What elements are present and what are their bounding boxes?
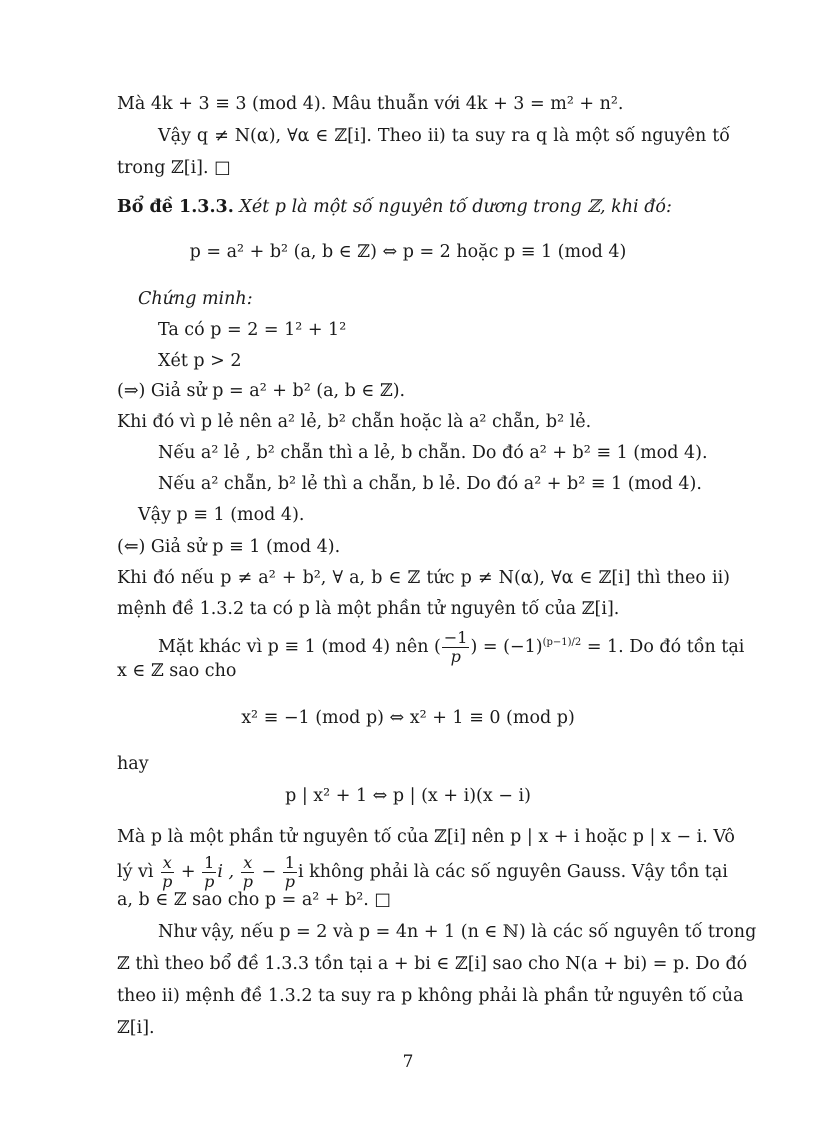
text-line: Ta có p = 2 = 1² + 1²: [158, 320, 347, 340]
exponent: (p−1)/2: [542, 637, 582, 649]
text-line: Nếu a² lẻ , b² chẵn thì a lẻ, b chẵn. Do đó a² + b² ≡ 1 (mod 4).: [158, 443, 708, 463]
equation: x² ≡ −1 (mod p) ⇔ x² + 1 ≡ 0 (mod p): [241, 708, 575, 728]
fraction: [202, 855, 216, 890]
text-span: i không phải là các số nguyên Gauss. Vậy tồn tại: [297, 862, 728, 882]
fraction-numerator: x: [162, 853, 172, 872]
text-line: theo ii) mệnh đề 1.3.2 ta suy ra p không phải là phần tử nguyên tố của: [117, 986, 744, 1006]
text-line: Mà 4k + 3 ≡ 3 (mod 4). Mâu thuẫn với 4k + 3 = m² + n².: [117, 94, 624, 114]
text-line: (⇐) Giả sử p ≡ 1 (mod 4).: [117, 537, 341, 557]
fraction-denominator: p: [284, 872, 295, 891]
text-span: ) = (−1): [470, 637, 543, 657]
text-line: [158, 630, 744, 665]
text-line: [117, 855, 728, 890]
fraction: [442, 630, 470, 665]
page-number: 7: [402, 1052, 414, 1072]
fraction-numerator: 1: [204, 853, 215, 872]
text-span: −: [255, 862, 282, 882]
text-span: lý vì: [117, 862, 160, 882]
text-line: mệnh đề 1.3.2 ta có p là một phần tử nguyên tố của ℤ[i].: [117, 599, 620, 619]
lemma-text: Xét p là một số nguyên tố dương trong ℤ, khi đó:: [233, 197, 672, 217]
fraction-denominator: p: [204, 872, 215, 891]
text-line: Vậy p ≡ 1 (mod 4).: [138, 505, 305, 525]
text-line: x ∈ ℤ sao cho: [117, 661, 237, 681]
equation: p | x² + 1 ⇔ p | (x + i)(x − i): [285, 786, 531, 806]
fraction-numerator: −1: [443, 628, 468, 647]
fraction: [241, 855, 255, 890]
fraction-denominator: p: [450, 647, 461, 666]
fraction-numerator: x: [243, 853, 253, 872]
text-line: (⇒) Giả sử p = a² + b² (a, b ∈ ℤ).: [117, 381, 406, 401]
equation: p = a² + b² (a, b ∈ ℤ) ⇔ p = 2 hoặc p ≡ 1 (mod 4): [189, 242, 627, 262]
fraction-denominator: p: [242, 872, 253, 891]
text-line: Vậy q ≠ N(α), ∀α ∈ ℤ[i]. Theo ii) ta suy ra q là một số nguyên tố: [158, 126, 730, 146]
text-line: hay: [117, 754, 149, 774]
lemma-statement: [117, 195, 672, 219]
text-span: Mặt khác vì p ≡ 1 (mod 4) nên (: [158, 637, 441, 657]
text-line: Khi đó nếu p ≠ a² + b², ∀ a, b ∈ ℤ tức p ≠ N(α), ∀α ∈ ℤ[i] thì theo ii): [117, 568, 730, 588]
fraction-denominator: p: [162, 872, 173, 891]
text-line: Khi đó vì p lẻ nên a² lẻ, b² chẵn hoặc là a² chẵn, b² lẻ.: [117, 412, 592, 432]
text-line: trong ℤ[i]. □: [117, 158, 231, 178]
proof-heading: Chứng minh:: [138, 289, 253, 309]
fraction: [283, 855, 297, 890]
text-line: Xét p > 2: [158, 351, 242, 371]
text-line: ℤ[i].: [117, 1018, 155, 1038]
fraction: [160, 855, 174, 890]
fraction-numerator: 1: [284, 853, 295, 872]
text-span: +: [175, 862, 202, 882]
text-line: a, b ∈ ℤ sao cho p = a² + b². □: [117, 890, 391, 910]
text-line: ℤ thì theo bổ đề 1.3.3 tồn tại a + bi ∈ ℤ[i] sao cho N(a + bi) = p. Do đó: [117, 954, 748, 974]
text-span: i ,: [217, 862, 240, 882]
lemma-label: Bổ đề 1.3.3.: [117, 197, 234, 217]
text-line: Như vậy, nếu p = 2 và p = 4n + 1 (n ∈ ℕ) là các số nguyên tố trong: [158, 922, 757, 942]
text-line: Mà p là một phần tử nguyên tố của ℤ[i] nên p | x + i hoặc p | x − i. Vô: [117, 827, 735, 847]
text-line: Nếu a² chẵn, b² lẻ thì a chẵn, b lẻ. Do đó a² + b² ≡ 1 (mod 4).: [158, 474, 702, 494]
text-span: = 1. Do đó tồn tại: [581, 637, 745, 657]
